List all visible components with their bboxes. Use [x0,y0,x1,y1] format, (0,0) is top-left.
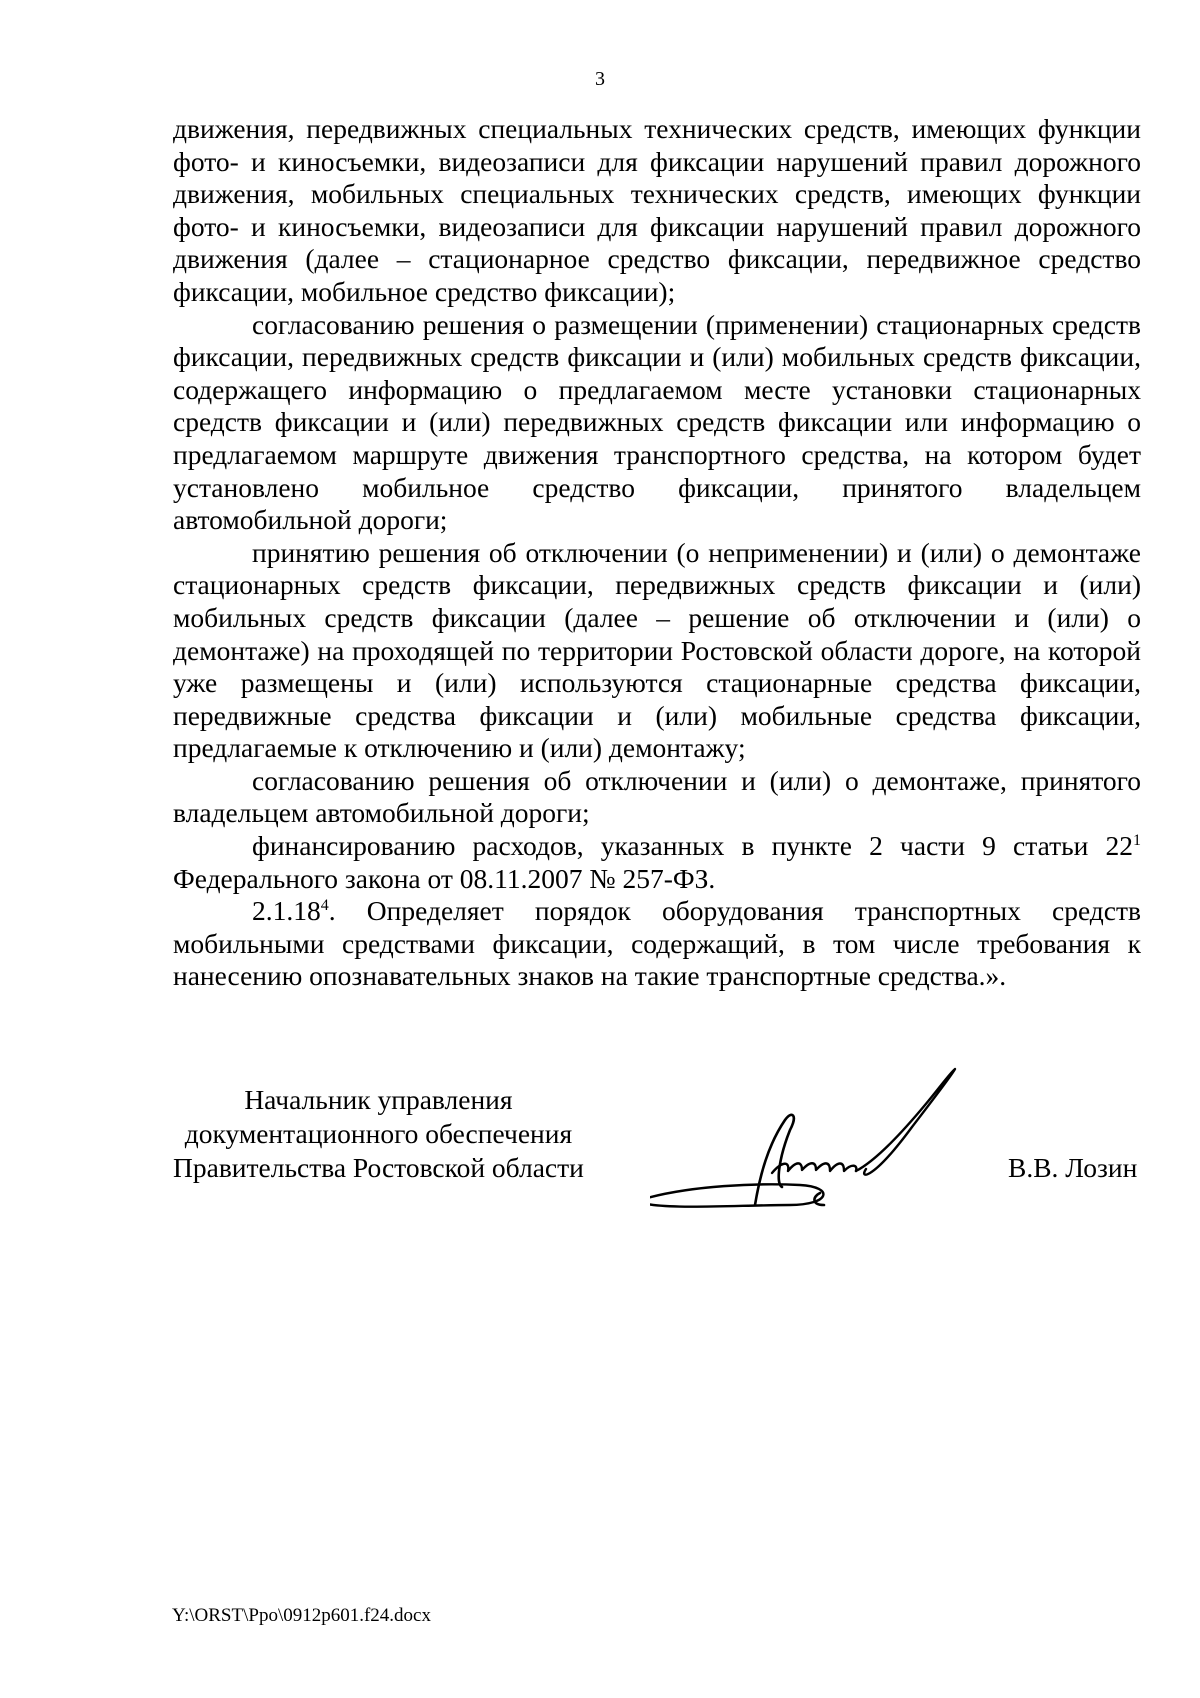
clause-paragraph [173,895,1141,993]
position-line: Начальник управления [244,1084,513,1115]
document-body [173,113,1141,993]
file-path-footer: Y:\ORST\Ppo\0912p601.f24.docx [172,1605,431,1626]
clause-number: 2.1.18 [252,895,321,927]
signatory-position [173,1083,584,1185]
paragraph: принятию решения об отключении (о неприменении) и (или) о демонтаже стационарных средств фиксации, передвижных средств фиксации и (или) мобильных средств фиксации (далее – решение об отключении и (или) о демонтаже) на проходящей по территории Ростовской области дороге, на которой уже размещены и (или) используются стационарные средства фиксации, передвижные средства фиксации и (или) мобильные средства фиксации, предлагаемые к отключению и (или) демонтажу; [173,536,1141,764]
position-line: Правительства Ростовской области [173,1152,584,1183]
signer-name: В.В. Лозин [1008,1152,1138,1183]
handwritten-signature [650,1065,980,1225]
superscript: 4 [320,897,329,915]
paragraph: согласованию решения об отключении и (или) о демонтаже, принятого владельцем автомобильной дороги; [173,764,1141,829]
superscript: 1 [1133,831,1141,849]
position-line: документационного обеспечения [184,1118,573,1149]
clause-text: . Определяет порядок оборудования транспортных средств мобильными средствами фиксации, содержащий, в том числе требования к нанесению опознавательных знаков на такие транспортные средства.». [173,895,1141,992]
financing-text: финансированию расходов, указанных в пункте 2 части 9 статьи 22 [252,830,1133,862]
paragraph: движения, передвижных специальных технических средств, имеющих функции фото- и киносъемки, видеозаписи для фиксации нарушений правил дорожного движения, мобильных специальных технических средств, имеющих функции фото- и киносъемки, видеозаписи для фиксации нарушений правил дорожного движения (далее – стационарное средство фиксации, передвижное средство фиксации, мобильное средство фиксации); [173,113,1141,307]
paragraph: согласованию решения о размещении (применении) стационарных средств фиксации, передвижных средств фиксации и (или) мобильных средств фиксации, содержащего информацию о предлагаемом месте установки стационарных средств фиксации и (или) передвижных средств фиксации или информацию о предлагаемом маршруте движения транспортного средства, на котором будет установлено мобильное средство фиксации, принятого владельцем автомобильной дороги; [173,308,1141,536]
page-number: 3 [595,68,605,90]
financing-law-reference: Федерального закона от 08.11.2007 № 257-ФЗ. [173,862,716,894]
financing-paragraph [173,830,1141,895]
